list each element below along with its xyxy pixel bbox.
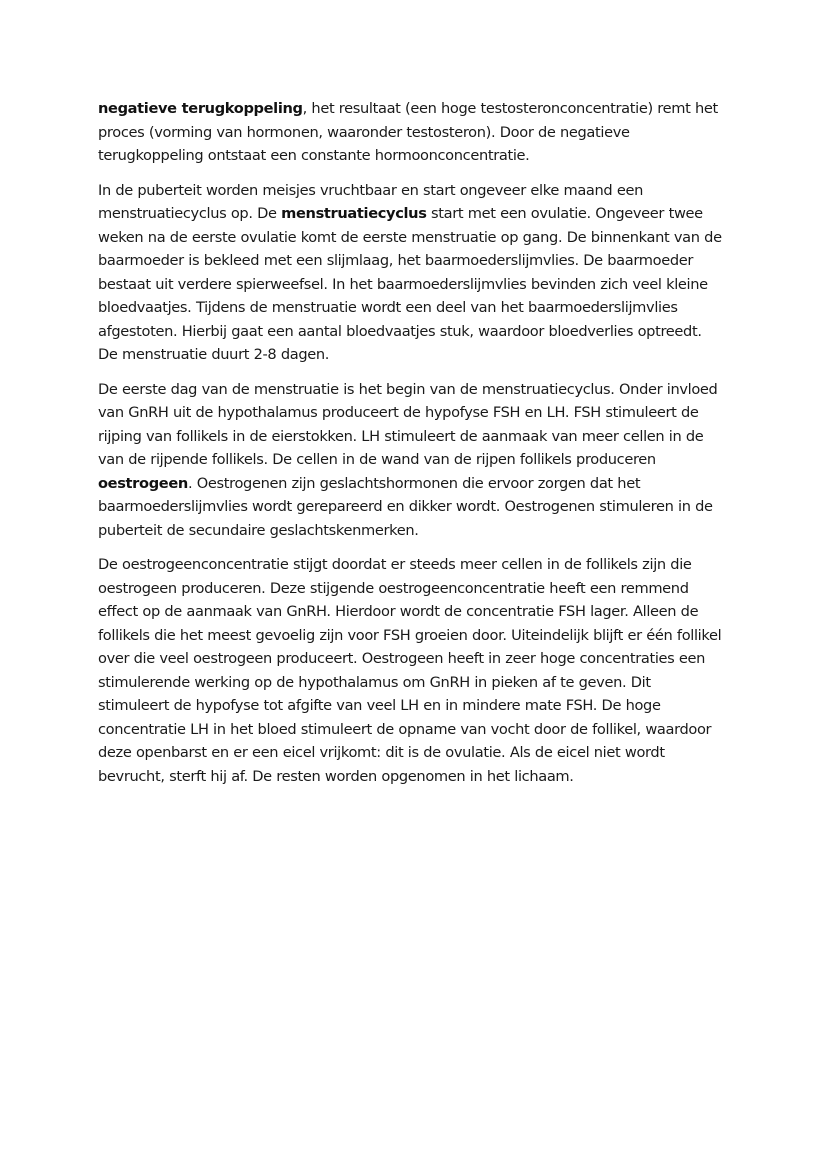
paragraph (98, 378, 738, 543)
text-line (98, 671, 738, 695)
text-segment: , het resultaat (een hoge testosteronconcentratie) remt het (302, 100, 718, 117)
text-line (98, 97, 738, 121)
text-line (98, 553, 738, 577)
text-segment: bestaat uit verdere spierweefsel. In het baarmoederslijmvlies bevinden zich veel kleine (98, 275, 708, 293)
text-segment: menstruatiecyclus op. De (98, 205, 282, 222)
text-line (98, 144, 738, 168)
text-line (98, 179, 738, 203)
text-line (98, 495, 738, 519)
bold-term: menstruatiecyclus (281, 205, 427, 222)
text-line (98, 202, 738, 226)
text-line (98, 741, 738, 765)
text-segment: bevrucht, sterft hij af. De resten worden opgenomen in het lichaam. (98, 767, 574, 785)
text-segment: stimulerende werking op de hypothalamus om GnRH in pieken af te geven. Dit (98, 673, 651, 691)
text-segment: . Oestrogenen zijn geslachtshormonen die ervoor zorgen dat het (187, 474, 641, 492)
text-line (98, 343, 738, 367)
text-line (98, 425, 738, 449)
text-line (98, 624, 738, 648)
text-line (98, 448, 738, 472)
text-segment: bloedvaatjes. Tijdens de menstruatie wordt een deel van het baarmoederslijmvlies (98, 299, 678, 316)
text-segment: start met een ovulatie. Ongeveer twee (426, 205, 703, 222)
text-line (98, 378, 738, 402)
text-line (98, 577, 738, 601)
text-line (98, 694, 738, 718)
text-segment: De menstruatie duurt 2-8 dagen. (98, 346, 330, 363)
text-line (98, 296, 738, 320)
paragraph (98, 179, 738, 367)
text-line (98, 226, 738, 250)
text-line (98, 600, 738, 624)
text-segment: De eerste dag van de menstruatie is het begin van de menstruatiecyclus. Onder invloed (98, 380, 718, 398)
text-segment: In de puberteit worden meisjes vruchtbaar en start ongeveer elke maand een (98, 181, 643, 199)
text-segment: effect op de aanmaak van GnRH. Hierdoor wordt de concentratie FSH lager. Alleen de (98, 603, 699, 620)
bold-term: oestrogeen (98, 474, 188, 492)
text-line (98, 718, 738, 742)
text-line (98, 121, 738, 145)
text-line (98, 765, 738, 789)
text-line (98, 249, 738, 273)
text-segment: proces (vorming van hormonen, waaronder testosteron). Door de negatieve (98, 123, 630, 141)
text-line (98, 647, 738, 671)
text-line (98, 472, 738, 496)
bold-term: negatieve terugkoppeling (98, 100, 303, 117)
text-segment: weken na de eerste ovulatie komt de eerste menstruatie op gang. De binnenkant van de (98, 228, 722, 246)
text-segment: stimuleert de hypofyse tot afgifte van veel LH en in mindere mate FSH. De hoge (98, 697, 661, 714)
text-segment: terugkoppeling ontstaat een constante hormoonconcentratie. (98, 147, 530, 164)
text-segment: De oestrogeenconcentratie stijgt doordat er steeds meer cellen in de follikels zijn die (98, 556, 692, 573)
paragraph (98, 553, 738, 788)
text-line (98, 320, 738, 344)
text-segment: deze openbarst en er een eicel vrijkomt: dit is de ovulatie. Als de eicel niet wordt (98, 744, 665, 761)
text-segment: afgestoten. Hierbij gaat een aantal bloedvaatjes stuk, waardoor bloedverlies optreedt. (98, 322, 702, 340)
text-segment: baarmoeder is bekleed met een slijmlaag, het baarmoederslijmvlies. De baarmoeder (98, 252, 694, 269)
text-segment: oestrogeen produceren. Deze stijgende oestrogeenconcentratie heeft een remmend (98, 579, 689, 597)
text-segment: baarmoederslijmvlies wordt gerepareerd en dikker wordt. Oestrogenen stimuleren in de (98, 498, 713, 515)
text-segment: van GnRH uit de hypothalamus produceert de hypofyse FSH en LH. FSH stimuleert de (98, 404, 699, 421)
text-segment: over die veel oestrogeen produceert. Oestrogeen heeft in zeer hoge concentraties een (98, 650, 706, 667)
document-body (98, 97, 738, 799)
text-segment: van de rijpende follikels. De cellen in de wand van de rijpen follikels produceren (98, 451, 656, 468)
text-line (98, 401, 738, 425)
text-segment: concentratie LH in het bloed stimuleert de opname van vocht door de follikel, waardoor (98, 720, 712, 738)
text-line (98, 273, 738, 297)
text-line (98, 519, 738, 543)
text-segment: rijping van follikels in de eierstokken. LH stimuleert de aanmaak van meer cellen in de (98, 427, 704, 445)
text-segment: puberteit de secundaire geslachtskenmerken. (98, 521, 419, 539)
paragraph (98, 97, 738, 168)
text-segment: follikels die het meest gevoelig zijn voor FSH groeien door. Uiteindelijk blijft er één follikel (98, 626, 722, 644)
